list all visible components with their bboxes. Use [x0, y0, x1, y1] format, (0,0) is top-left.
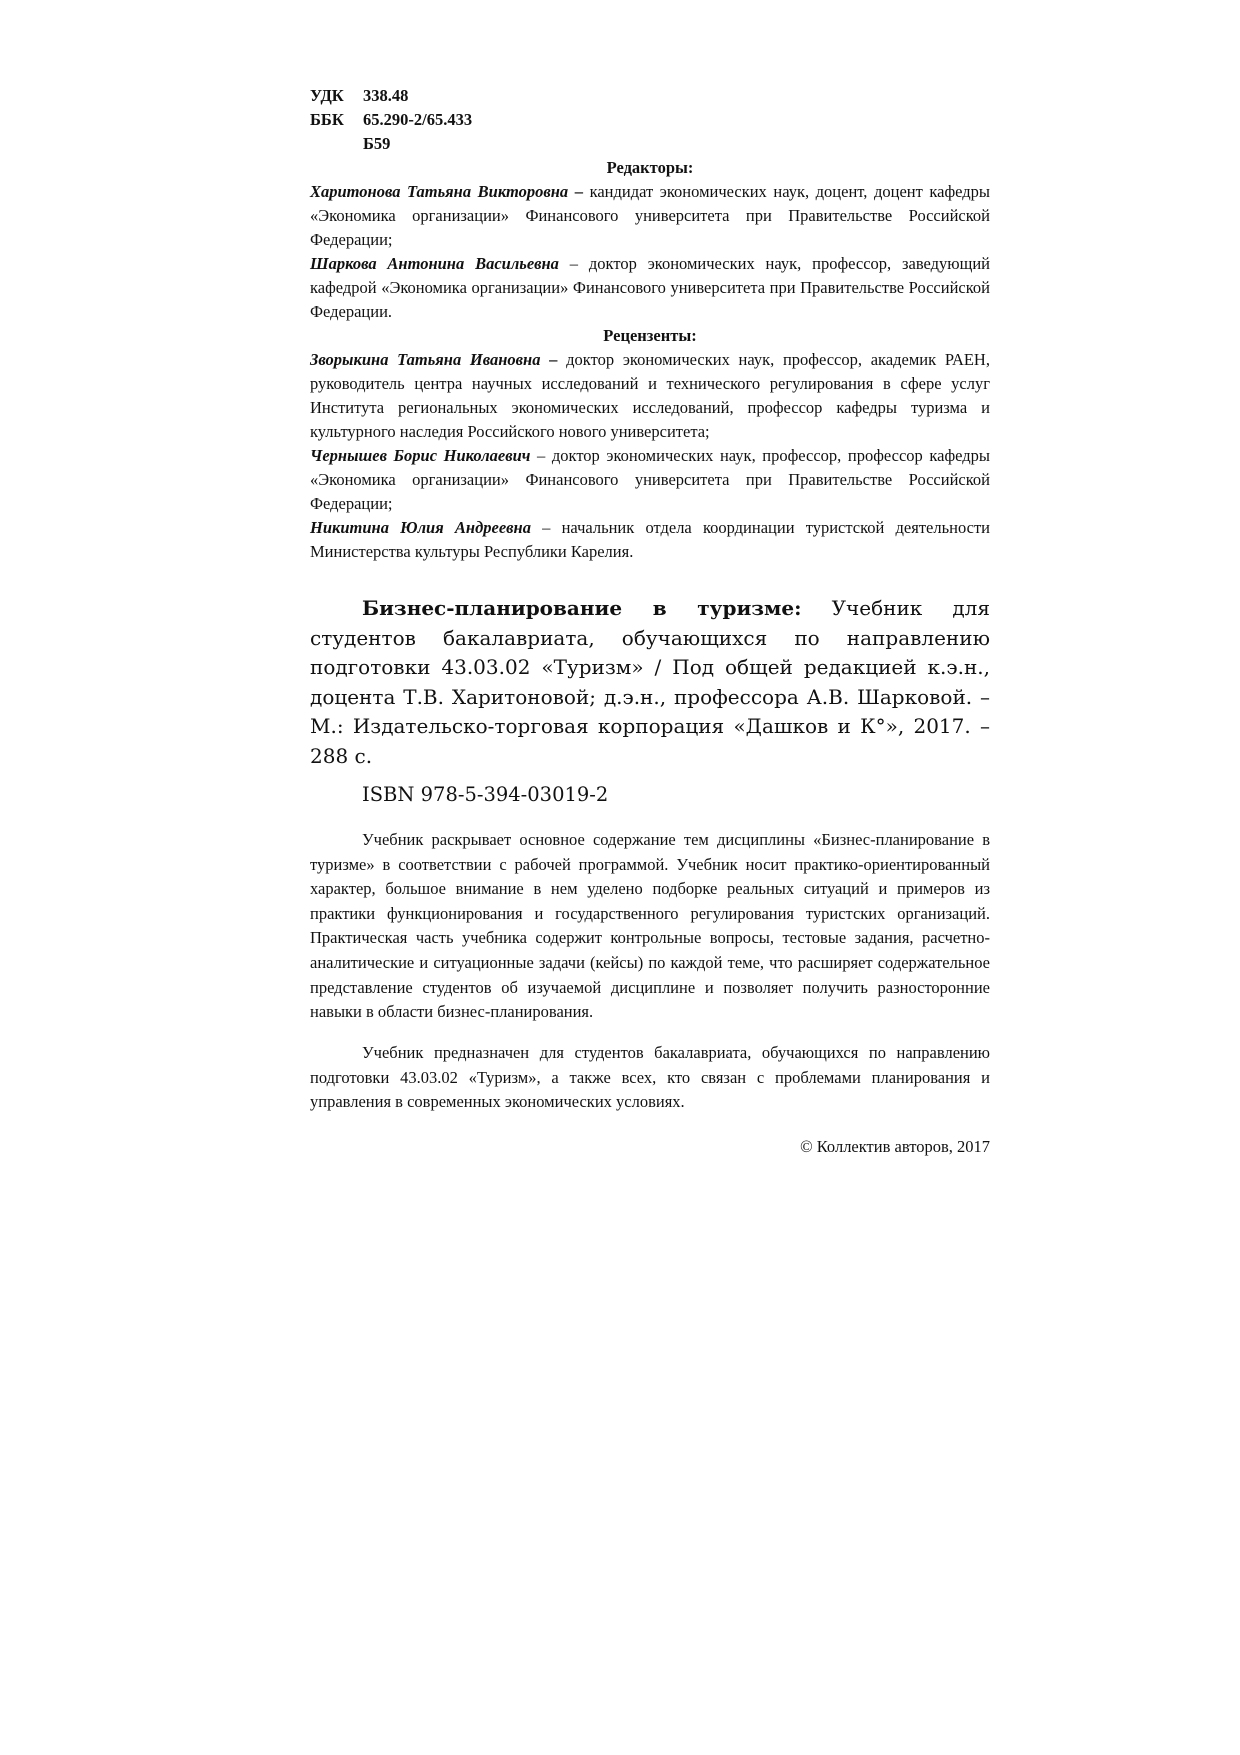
editors-list: [310, 180, 990, 324]
title-verso-page: [310, 84, 990, 1159]
copyright-notice: © Коллектив авторов, 2017: [800, 1137, 990, 1157]
author-mark: Б59: [363, 134, 391, 153]
reviewers-heading: Рецензенты:: [603, 326, 697, 345]
reviewers-list: [310, 348, 990, 564]
book-title: Бизнес-планирование в туризме:: [362, 596, 802, 620]
reviewer-entry: Никитина Юлия Андреевна – начальник отдела координации туристской деятельности Министерства культуры Республики Карелия.: [310, 518, 990, 561]
abstract-paragraph: Учебник предназначен для студентов бакалавриата, обучающихся по направлению подготовки 43.03.02 «Туризм», а также всех, кто связан с проблемами планирования и управления в современных экономических условиях.: [310, 1043, 990, 1112]
editor-description: кандидат экономических наук, доцент, доцент кафедры «Экономика организации» Финансового университета при Правительстве Российской Федерации;: [310, 182, 991, 249]
reviewer-description: начальник отдела координации туристской деятельности Министерства культуры Республики Карелия.: [310, 518, 990, 561]
reviewer-description: доктор экономических наук, профессор, профессор кафедры «Экономика организации» Финансового университета при Правительстве Российской Федерации;: [310, 446, 990, 513]
isbn: ISBN 978-5-394-03019-2: [362, 783, 609, 806]
reviewer-name: Зворыкина Татьяна Ивановна: [310, 350, 541, 369]
reviewer-entry: Зворыкина Татьяна Ивановна – доктор экономических наук, профессор, академик РАЕН, руководитель центра научных исследований и технического регулирования в сфере услуг Института региональных экономических исследований, профессор кафедры туризма и культурного наследия Российского нового университета;: [310, 350, 990, 441]
udk-value: 338.48: [363, 86, 409, 105]
udk-row: [310, 84, 990, 108]
bbk-label: ББК: [310, 110, 344, 129]
reviewer-description: доктор экономических наук, профессор, академик РАЕН, руководитель центра научных исследований и технического регулирования в сфере услуг Института региональных экономических исследований, профессор кафедры туризма и культурного наследия Российского нового университета;: [310, 350, 990, 441]
editor-name: Харитонова Татьяна Викторовна: [310, 182, 569, 201]
reviewer-name: Никитина Юлия Андреевна: [310, 518, 531, 537]
bibliographic-citation: [310, 594, 990, 771]
bbk-value: 65.290-2/65.433: [363, 110, 473, 129]
editor-description: доктор экономических наук, профессор, заведующий кафедрой «Экономика организации» Финансового университета при Правительстве Российской Федерации.: [310, 254, 990, 321]
classification-block: [310, 84, 990, 156]
citation-text: Учебник для студентов бакалавриата, обучающихся по направлению подготовки 43.03.02 «Туризм» / Под общей редакцией к.э.н., доцента Т.В. Харитоновой; д.э.н., профессора А.В. Шарковой. – М.: Издательско-торговая корпорация «Дашков и К°», 2017. – 288 с.: [310, 596, 990, 768]
abstract-paragraph: Учебник раскрывает основное содержание тем дисциплины «Бизнес-планирование в туризме» в соответствии с рабочей программой. Учебник носит практико-ориентированный характер, большое внимание в нем уделено подборке реальных ситуаций и примеров из практики функционирования и государственного регулирования туристских организаций. Практическая часть учебника содержит контрольные вопросы, тестовые задания, расчетно-аналитические и ситуационные задачи (кейсы) по каждой теме, что расширяет содержательное представление студентов об изучаемой дисциплине и позволяет получить разносторонние навыки в области бизнес-планирования.: [310, 830, 990, 1022]
bbk-row: [310, 108, 990, 132]
editors-heading: Редакторы:: [606, 158, 694, 177]
editor-entry: Шаркова Антонина Васильевна – доктор экономических наук, профессор, заведующий кафедрой «Экономика организации» Финансового университета при Правительстве Российской Федерации.: [310, 254, 990, 321]
editor-name: Шаркова Антонина Васильевна: [310, 254, 559, 273]
editor-entry: Харитонова Татьяна Викторовна – кандидат экономических наук, доцент, доцент кафедры «Экономика организации» Финансового университета при Правительстве Российской Федерации;: [310, 182, 991, 249]
reviewer-name: Чернышев Борис Николаевич: [310, 446, 531, 465]
reviewer-entry: Чернышев Борис Николаевич – доктор экономических наук, профессор, профессор кафедры «Экономика организации» Финансового университета при Правительстве Российской Федерации;: [310, 446, 990, 513]
udk-label: УДК: [310, 86, 344, 105]
author-mark-row: [310, 132, 990, 156]
